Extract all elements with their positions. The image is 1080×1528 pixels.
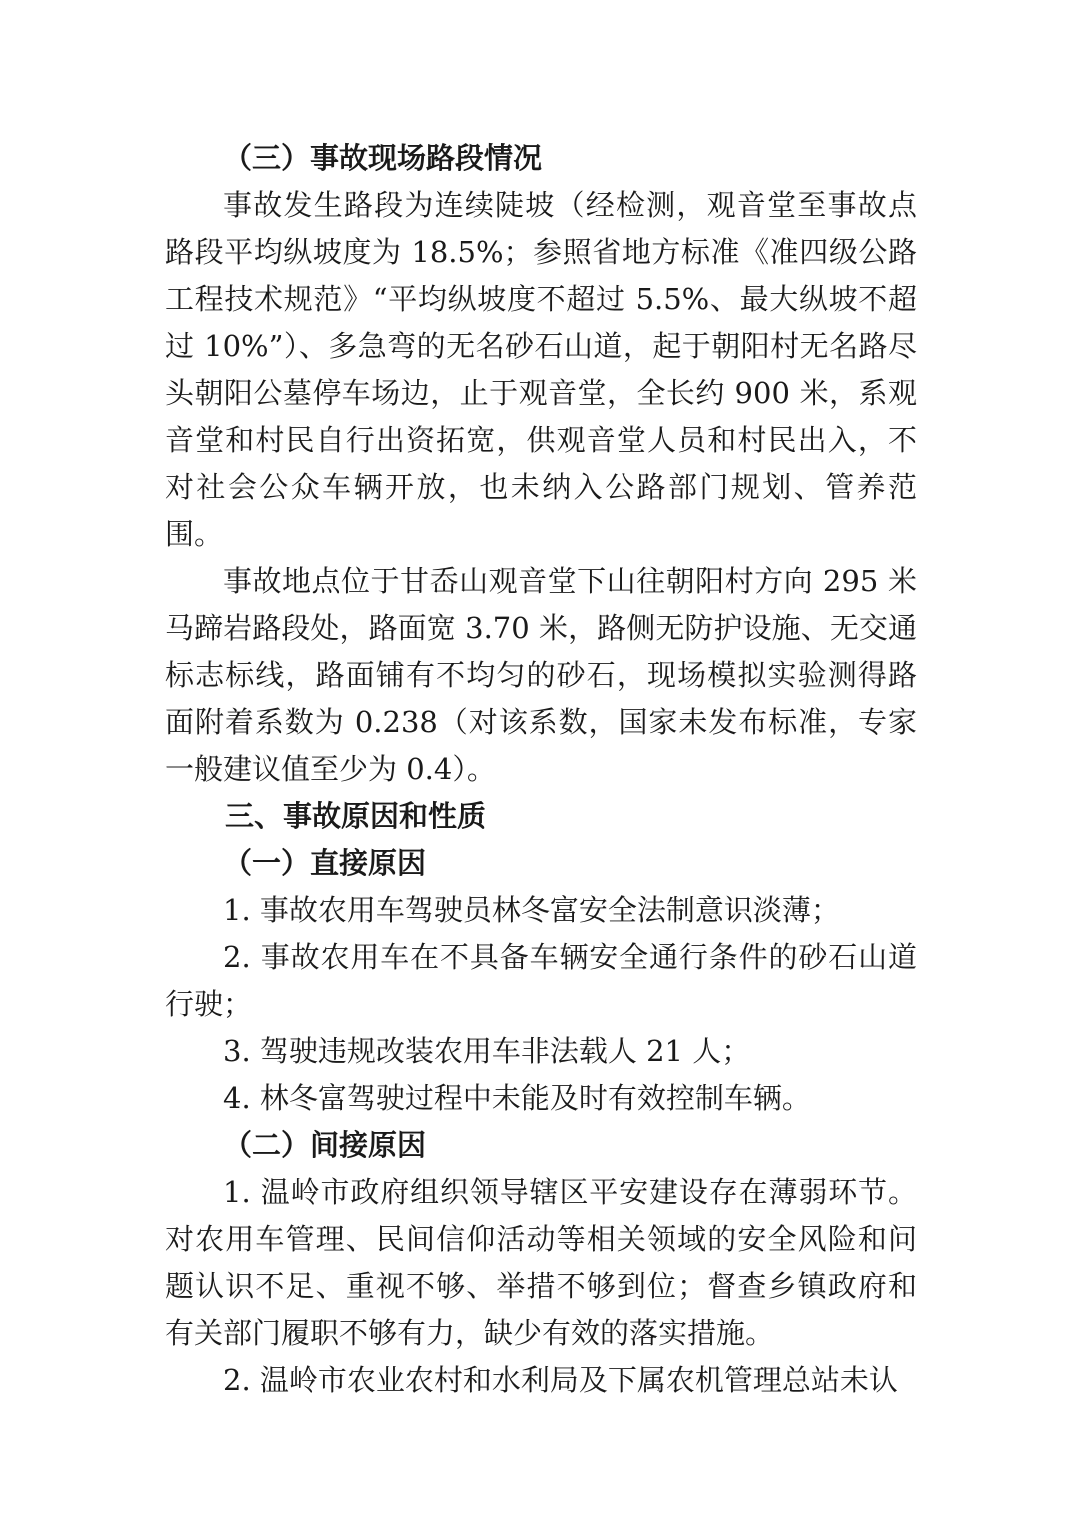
paragraph-road-section: 事故发生路段为连续陡坡（经检测，观音堂至事故点路段平均纵坡度为 18.5%；参照省地方标准《准四级公路工程技术规范》“平均纵坡度不超过 5.5%、最大纵坡不超过 10%”）、多急弯的无名砂石山道，起于朝阳村无名路尽头朝阳公墓停车场边，止于观音堂，全长约 900 米，系观音堂和村民自行出资拓宽，供观音堂人员和村民出入，不对社会公众车辆开放，也未纳入公路部门规划、管养范围。: [165, 188, 917, 551]
subheading-indirect-causes: （二）间接原因: [223, 1128, 427, 1162]
direct-cause-item: 4. 林冬富驾驶过程中未能及时有效控制车辆。: [223, 1081, 811, 1115]
direct-cause-item: 1. 事故农用车驾驶员林冬富安全法制意识淡薄；: [223, 893, 840, 927]
indirect-cause-item: 2. 温岭市农业农村和水利局及下属农机管理总站未认: [223, 1363, 898, 1397]
direct-cause-item: 2. 事故农用车在不具备车辆安全通行条件的砂石山道行驶；: [165, 940, 917, 1021]
section-heading-causes: 三、事故原因和性质: [225, 799, 487, 833]
paragraph-accident-location: 事故地点位于甘岙山观音堂下山往朝阳村方向 295 米马蹄岩路段处，路面宽 3.70 米，路侧无防护设施、无交通标志标线，路面铺有不均匀的砂石，现场模拟实验测得路面附着系数为 0.238（对该系数，国家未发布标准，专家一般建议值至少为 0.4）。: [165, 564, 917, 786]
section-heading-road-conditions: （三）事故现场路段情况: [223, 141, 543, 175]
direct-cause-item: 3. 驾驶违规改装农用车非法载人 21 人；: [223, 1034, 751, 1068]
subheading-direct-causes: （一）直接原因: [223, 846, 427, 880]
document-page: [165, 135, 917, 1404]
indirect-cause-item: 1. 温岭市政府组织领导辖区平安建设存在薄弱环节。对农用车管理、民间信仰活动等相关领域的安全风险和问题认识不足、重视不够、举措不够到位；督查乡镇政府和有关部门履职不够有力，缺少有效的落实措施。: [165, 1175, 917, 1350]
